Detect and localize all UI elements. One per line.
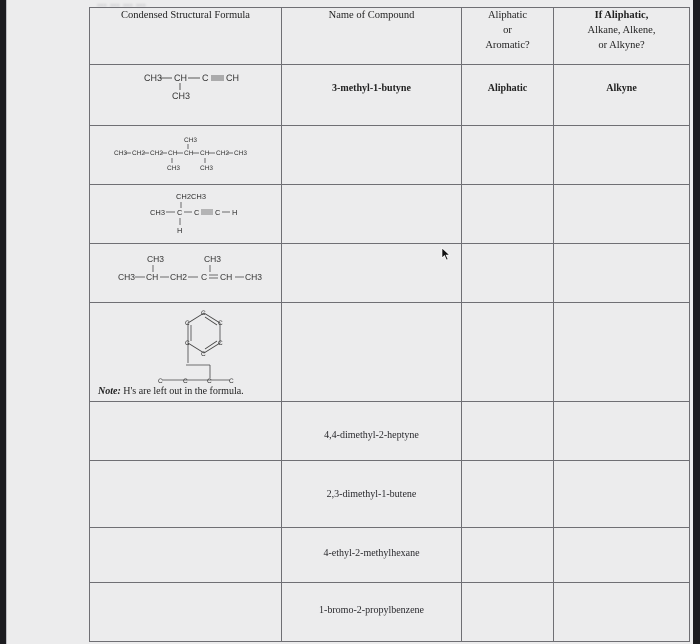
aliphatic-answer: Aliphatic bbox=[487, 83, 528, 94]
header-if-aliphatic-line1: If Aliphatic, bbox=[594, 10, 649, 21]
atom-label: CH bbox=[226, 73, 239, 83]
mouse-pointer-icon bbox=[441, 247, 451, 261]
aliphatic-answer-cell[interactable] bbox=[462, 402, 554, 461]
aliphatic-answer-cell[interactable] bbox=[462, 185, 554, 244]
formula-cell bbox=[90, 126, 282, 185]
table-row bbox=[90, 185, 690, 244]
table-row bbox=[90, 583, 690, 642]
atom-label: C bbox=[158, 378, 163, 385]
compound-name: 2,3-dimethyl-1-butene bbox=[326, 489, 417, 500]
atom-label: C bbox=[201, 351, 206, 358]
formula-cell bbox=[90, 185, 282, 244]
structural-formula bbox=[90, 244, 282, 302]
header-if-aliphatic-line3: or Alkyne? bbox=[598, 40, 645, 51]
class-answer-cell[interactable] bbox=[554, 65, 690, 126]
atom-label: CH bbox=[220, 272, 233, 282]
atom-label: CH bbox=[174, 73, 187, 83]
atom-label: C bbox=[201, 272, 208, 282]
atom-label: H bbox=[177, 226, 183, 235]
structural-formula bbox=[90, 185, 282, 243]
compound-name-cell[interactable] bbox=[282, 185, 462, 244]
atom-label: C bbox=[218, 320, 223, 327]
compound-name: 3-methyl-1-butyne bbox=[332, 83, 411, 94]
atom-label: CH3 bbox=[167, 165, 181, 172]
class-answer: Alkyne bbox=[606, 83, 637, 94]
class-answer-cell[interactable] bbox=[554, 583, 690, 642]
atom-label: C bbox=[201, 310, 206, 317]
formula-cell bbox=[90, 244, 282, 303]
compound-name-cell bbox=[282, 528, 462, 583]
atom-label: CH3 bbox=[245, 272, 263, 282]
header-aliphatic-line3: Aromatic? bbox=[485, 40, 530, 51]
atom-label: C bbox=[185, 320, 190, 327]
atom-label: C bbox=[202, 73, 209, 83]
atom-label: CH3 bbox=[114, 150, 128, 157]
class-answer-cell[interactable] bbox=[554, 185, 690, 244]
structural-formula bbox=[90, 126, 282, 184]
atom-label: CH bbox=[168, 150, 178, 157]
aliphatic-answer-cell[interactable] bbox=[462, 244, 554, 303]
atom-label: CH3 bbox=[118, 272, 136, 282]
formula-cell[interactable] bbox=[90, 528, 282, 583]
atom-label: CH3 bbox=[200, 165, 214, 172]
atom-label: C bbox=[194, 208, 200, 217]
class-answer-cell[interactable] bbox=[554, 528, 690, 583]
formula-cell bbox=[90, 303, 282, 402]
atom-label: C bbox=[218, 340, 223, 347]
aliphatic-answer-cell[interactable] bbox=[462, 303, 554, 402]
cropped-top-text: ... ... ... ... bbox=[97, 0, 146, 8]
aliphatic-answer-cell[interactable] bbox=[462, 583, 554, 642]
atom-label: CH bbox=[200, 150, 210, 157]
atom-label: CH2CH3 bbox=[176, 192, 207, 201]
atom-label: CH3 bbox=[172, 91, 191, 101]
compound-name: 4,4-dimethyl-2-heptyne bbox=[324, 430, 419, 441]
atom-label: CH3 bbox=[144, 73, 163, 83]
header-if-aliphatic bbox=[554, 8, 690, 65]
atom-label: C bbox=[183, 378, 188, 385]
note-label: Note: bbox=[98, 386, 121, 397]
atom-label: CH bbox=[146, 272, 159, 282]
compound-name-cell[interactable] bbox=[282, 126, 462, 185]
header-if-aliphatic-line2: Alkane, Alkene, bbox=[587, 25, 656, 36]
atom-label: CH2 bbox=[132, 150, 146, 157]
header-aliphatic-line2: or bbox=[503, 25, 512, 36]
table-row bbox=[90, 528, 690, 583]
formula-cell bbox=[90, 65, 282, 126]
aliphatic-answer-cell[interactable] bbox=[462, 528, 554, 583]
class-answer-cell[interactable] bbox=[554, 402, 690, 461]
formula-cell[interactable] bbox=[90, 583, 282, 642]
header-formula: Condensed Structural Formula bbox=[90, 8, 282, 65]
atom-label: CH3 bbox=[204, 254, 222, 264]
atom-label: CH2 bbox=[216, 150, 230, 157]
class-answer-cell[interactable] bbox=[554, 244, 690, 303]
compound-name: 1-bromo-2-propylbenzene bbox=[319, 605, 424, 616]
table-row bbox=[90, 65, 690, 126]
atom-label: C bbox=[207, 378, 212, 385]
compound-name-cell[interactable] bbox=[282, 303, 462, 402]
compound-name-cell[interactable] bbox=[282, 244, 462, 303]
table-row bbox=[90, 461, 690, 528]
class-answer-cell[interactable] bbox=[554, 303, 690, 402]
note-body: H's are left out in the formula. bbox=[123, 386, 244, 397]
header-aliphatic-or-aromatic bbox=[462, 8, 554, 65]
aliphatic-answer-cell[interactable] bbox=[462, 126, 554, 185]
atom-label: CH bbox=[184, 150, 194, 157]
atom-label: CH3 bbox=[150, 208, 166, 217]
header-name: Name of Compound bbox=[282, 8, 462, 65]
atom-label: C bbox=[185, 340, 190, 347]
atom-label: C bbox=[177, 208, 183, 217]
compound-name-cell bbox=[282, 461, 462, 528]
compound-name-cell bbox=[282, 402, 462, 461]
formula-cell[interactable] bbox=[90, 402, 282, 461]
compound-name-cell bbox=[282, 583, 462, 642]
table-row bbox=[90, 126, 690, 185]
structural-formula bbox=[90, 65, 282, 107]
atom-label: CH2 bbox=[150, 150, 164, 157]
aliphatic-answer-cell[interactable] bbox=[462, 461, 554, 528]
note-text bbox=[98, 386, 244, 397]
table-row bbox=[90, 303, 690, 402]
atom-label: C bbox=[229, 378, 234, 385]
compound-name: 4-ethyl-2-methylhexane bbox=[323, 548, 420, 559]
formula-cell[interactable] bbox=[90, 461, 282, 528]
compound-table bbox=[89, 7, 690, 642]
atom-label: CH3 bbox=[184, 137, 198, 144]
compound-name-cell bbox=[282, 65, 462, 126]
atom-label: CH3 bbox=[234, 150, 248, 157]
table-row bbox=[90, 402, 690, 461]
atom-label: C bbox=[215, 208, 221, 217]
class-answer-cell[interactable] bbox=[554, 126, 690, 185]
header-aliphatic-line1: Aliphatic bbox=[487, 10, 528, 21]
class-answer-cell[interactable] bbox=[554, 461, 690, 528]
atom-label: H bbox=[232, 208, 238, 217]
aliphatic-answer-cell[interactable] bbox=[462, 65, 554, 126]
table-row bbox=[90, 244, 690, 303]
atom-label: CH2 bbox=[170, 272, 188, 282]
atom-label: CH3 bbox=[147, 254, 165, 264]
